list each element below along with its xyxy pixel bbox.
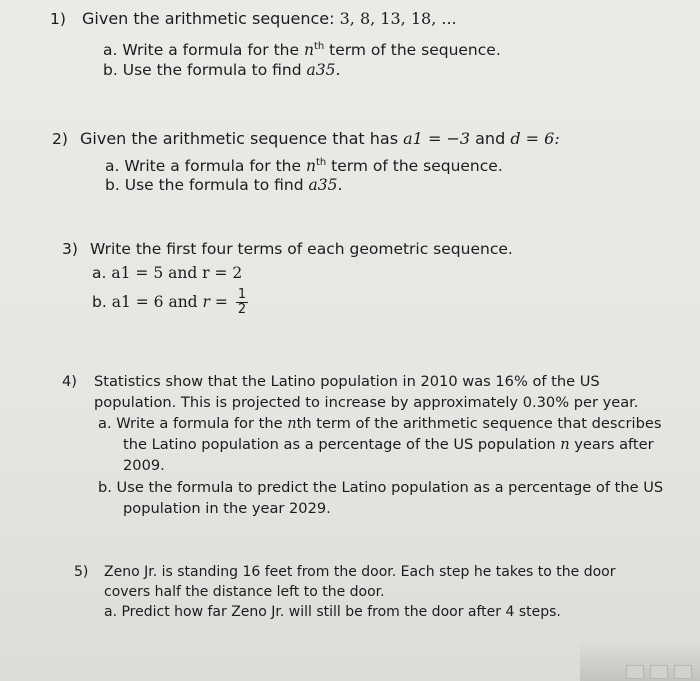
question-4-line-1: Statistics show that the Latino population in 2010 was 16% of the US — [94, 373, 600, 390]
question-1-part-a: a. Write a formula for the $n^{th}$ term of the sequence. — [103, 41, 501, 60]
question-2-part-a: a. Write a formula for the $n^{th}$ term of the sequence. — [105, 157, 503, 176]
question-2-part-b: b. Use the formula to find a35. — [105, 176, 343, 194]
question-4-number: 4) — [62, 373, 77, 390]
question-4-part-b: b. Use the formula to predict the Latino population as a percentage of the US population in the year 2029. — [98, 479, 664, 517]
question-5-line-1: Zeno Jr. is standing 16 feet from the door. Each step he takes to the door — [104, 564, 616, 580]
window-icon — [650, 665, 668, 679]
question-4-part-a: a. Write a formula for the nth term of the arithmetic sequence that describes the Latino population as a percentage of the US population n years after 2009. — [98, 415, 662, 474]
question-4 — [62, 371, 692, 521]
taskbar-icons — [626, 665, 692, 679]
question-2-stem: Given the arithmetic sequence that has — [80, 129, 399, 148]
question-3-part-a: a. a1 = 5 and r = 2 — [92, 264, 243, 282]
question-3-part-b: b. a1 = 6 and r = $\frac{1}{2}$ — [92, 287, 247, 317]
question-3-number: 3) — [62, 240, 78, 258]
question-5-line-2: covers half the distance left to the door. — [104, 584, 385, 600]
question-3 — [62, 238, 682, 338]
fraction-one-half: $\frac{1}{2}$ — [237, 287, 247, 317]
question-1-stem: Given the arithmetic sequence: — [82, 9, 335, 28]
window-icon — [626, 665, 644, 679]
question-5-part-a: a. Predict how far Zeno Jr. will still be from the door after 4 steps. — [104, 604, 561, 620]
question-5 — [74, 562, 674, 632]
window-icon — [674, 665, 692, 679]
question-1 — [50, 8, 670, 88]
question-1-number: 1) — [50, 10, 66, 28]
question-4-line-2: population. This is projected to increase by approximately 0.30% per year. — [94, 394, 639, 411]
question-1-sequence: 3, 8, 13, 18, ... — [339, 9, 457, 28]
question-2-number: 2) — [52, 130, 68, 148]
question-5-number: 5) — [74, 564, 89, 580]
question-3-stem: Write the first four terms of each geometric sequence. — [90, 240, 513, 258]
question-2: 2) Given the arithmetic sequence that has a1 = −3 and d = 6: a. Write a formula for the $n^{th}$ term of the sequence. b. Use the formula to find a35. — [52, 129, 560, 194]
question-1-part-b: b. Use the formula to find a35. — [103, 61, 341, 79]
